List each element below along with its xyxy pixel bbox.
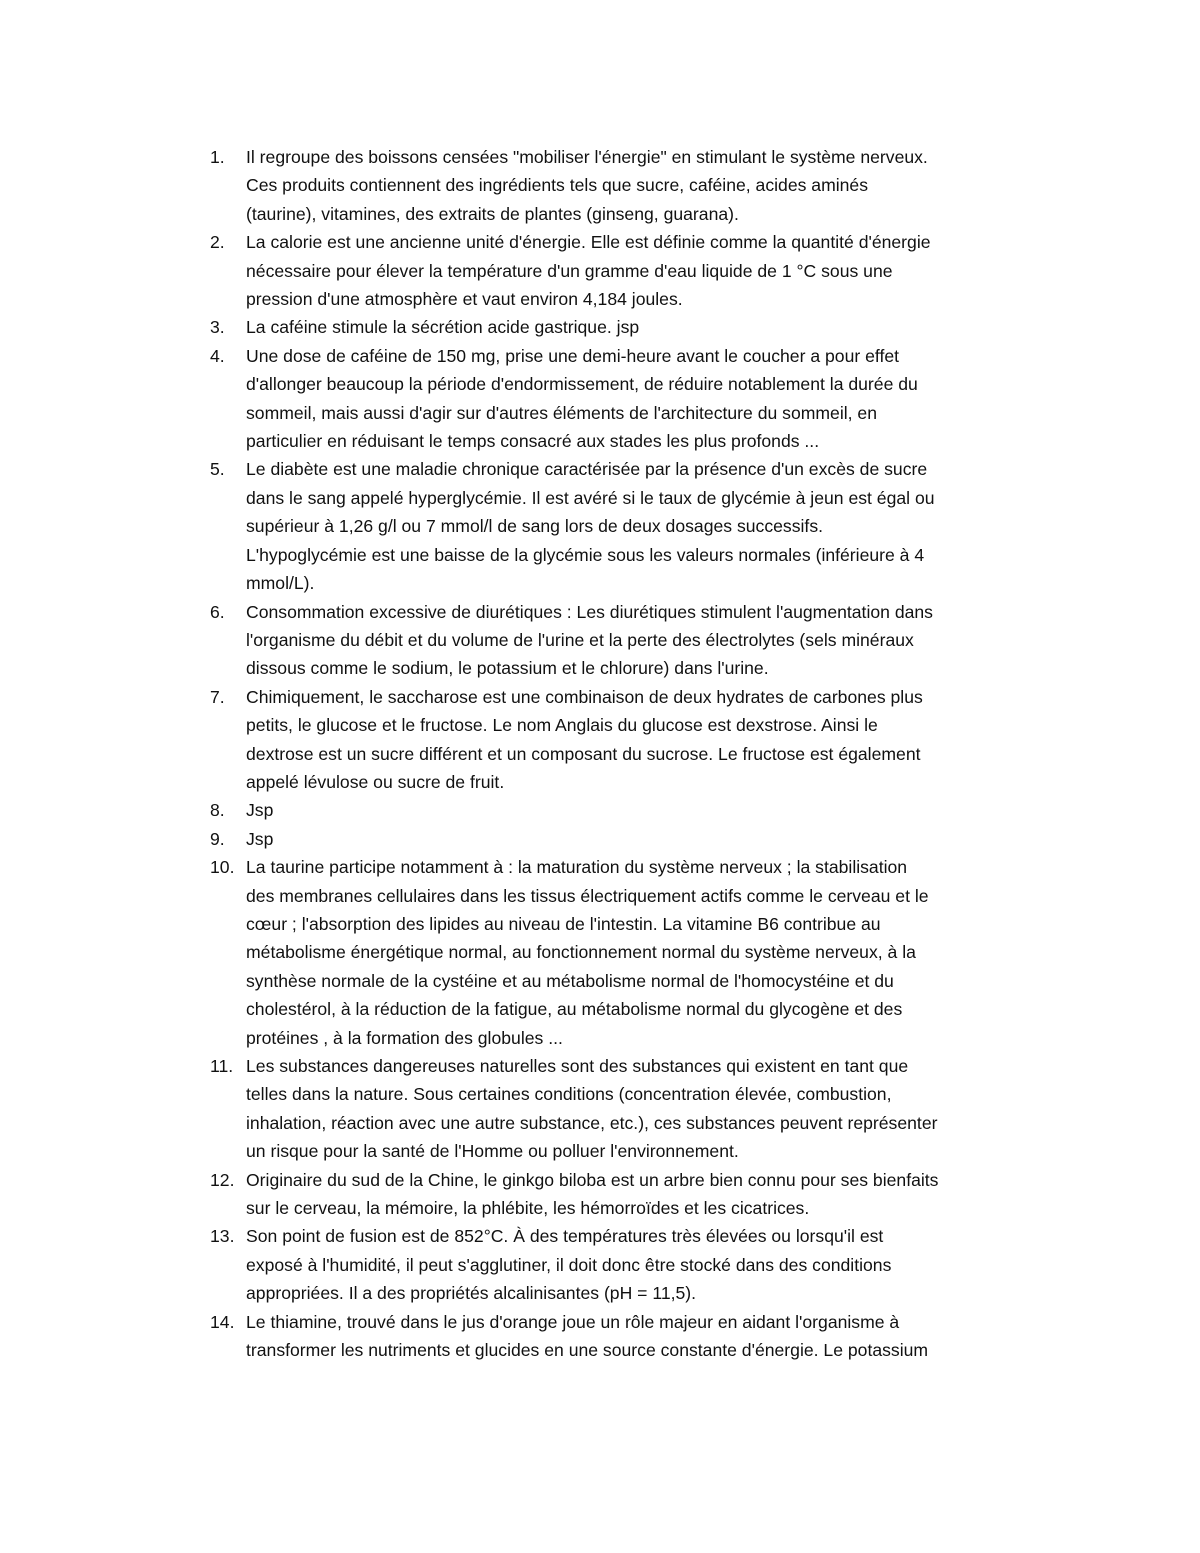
numbered-list: [210, 143, 1022, 1364]
list-item-number: 7.: [210, 686, 225, 707]
list-item: [210, 1166, 1022, 1223]
list-item-number: 10.: [210, 857, 235, 878]
list-item-text: La calorie est une ancienne unité d'énergie. Elle est définie comme la quantité d'énergie nécessaire pour élever la température d'un gramme d'eau liquide de 1 °C sous une pression d'une atmosphère et vaut environ 4,184 joules.: [246, 232, 931, 310]
list-item: [210, 683, 1022, 797]
list-item: [210, 313, 1022, 341]
list-item-number: 11.: [210, 1056, 234, 1076]
list-item: [210, 455, 1022, 597]
list-item-text: Le thiamine, trouvé dans le jus d'orange joue un rôle majeur en aidant l'organisme à transformer les nutriments et glucides en une source constante d'énergie. Le potassium: [246, 1311, 929, 1361]
list-item-text: Originaire du sud de la Chine, le ginkgo biloba est un arbre bien connu pour ses bienfaits sur le cerveau, la mémoire, la phlébite, les hémorroïdes et les cicatrices.: [246, 1169, 939, 1219]
list-item-text: Une dose de caféine de 150 mg, prise une demi-heure avant le coucher a pour effet d'allonger beaucoup la période d'endormissement, de réduire notablement la durée du sommeil, mais aussi d'agir sur d'autres éléments de l'architecture du sommeil, en particulier en réduisant le temps consacré aux stades les plus profonds ...: [246, 345, 918, 452]
list-item-number: 2.: [210, 232, 225, 253]
list-item: [210, 853, 1022, 1052]
list-item: [210, 342, 1022, 456]
list-item: [210, 1308, 1022, 1365]
list-item-number: 1.: [210, 147, 225, 167]
list-item-number: 13.: [210, 1226, 235, 1247]
list-item-number: 6.: [210, 601, 225, 622]
list-item-number: 9.: [210, 828, 225, 849]
list-item-text: Les substances dangereuses naturelles sont des substances qui existent en tant que telles dans la nature. Sous certaines conditions (concentration élevée, combustion, inhalation, réaction avec une autre substance, etc.), ces substances peuvent représenter un risque pour la santé de l'Homme ou polluer l'environnement.: [246, 1056, 938, 1162]
list-item: [210, 796, 1022, 824]
list-item-text: Il regroupe des boissons censées "mobiliser l'énergie" en stimulant le système nerveux. Ces produits contiennent des ingrédients tels que sucre, caféine, acides aminés (taurine), vitamines, des extraits de plantes (ginseng, guarana).: [246, 147, 928, 224]
list-item: [210, 598, 1022, 683]
list-item: [210, 1222, 1022, 1307]
list-item: [210, 143, 1022, 228]
list-item-text: Chimiquement, le saccharose est une combinaison de deux hydrates de carbones plus petits, le glucose et le fructose. Le nom Anglais du glucose est dexstrose. Ainsi le dextrose est un sucre différent et un composant du sucrose. Le fructose est également appelé lévulose ou sucre de fruit.: [246, 686, 923, 792]
list-item-text: Consommation excessive de diurétiques : Les diurétiques stimulent l'augmentation dans l'organisme du débit et du volume de l'urine et la perte des électrolytes (sels minéraux dissous comme le sodium, le potassium et le chlorure) dans l'urine.: [246, 601, 933, 679]
list-item-number: 14.: [210, 1311, 235, 1332]
list-item-number: 8.: [210, 800, 225, 821]
list-item-text: Le diabète est une maladie chronique caractérisée par la présence d'un excès de sucre dans le sang appelé hyperglycémie. Il est avéré si le taux de glycémie à jeun est égal ou supérieur à 1,26 g/l ou 7 mmol/l de sang lors de deux dosages successifs. L'hypoglycémie est une baisse de la glycémie sous les valeurs normales (inférieure à 4 mmol/L).: [246, 459, 935, 594]
list-item-text: Jsp: [246, 800, 274, 821]
list-item-text: La taurine participe notamment à : la maturation du système nerveux ; la stabilisation des membranes cellulaires dans les tissus électriquement actifs comme le cerveau et le cœur ; l'absorption des lipides au niveau de l'intestin. La vitamine B6 contribue au métabolisme énergétique normal, au fonctionnement normal du système nerveux, à la synthèse normale de la cystéine et au métabolisme normal de l'homocystéine et du cholestérol, à la réduction de la fatigue, au métabolisme normal du glycogène et des protéines , à la formation des globules ...: [246, 857, 929, 1048]
list-item-text: Son point de fusion est de 852°C. À des températures très élevées ou lorsqu'il est exposé à l'humidité, il peut s'agglutiner, il doit donc être stocké dans des conditions appropriées. Il a des propriétés alcalinisantes (pH = 11,5).: [246, 1226, 892, 1304]
list-item-number: 12.: [210, 1169, 235, 1190]
list-item: [210, 1052, 1022, 1166]
list-item: [210, 825, 1022, 853]
list-item-number: 4.: [210, 345, 225, 366]
list-item-text: Jsp: [246, 828, 274, 849]
list-item-number: 5.: [210, 459, 225, 480]
list-item-number: 3.: [210, 317, 225, 338]
list-item: [210, 228, 1022, 313]
list-item-text: La caféine stimule la sécrétion acide gastrique. jsp: [246, 317, 640, 338]
